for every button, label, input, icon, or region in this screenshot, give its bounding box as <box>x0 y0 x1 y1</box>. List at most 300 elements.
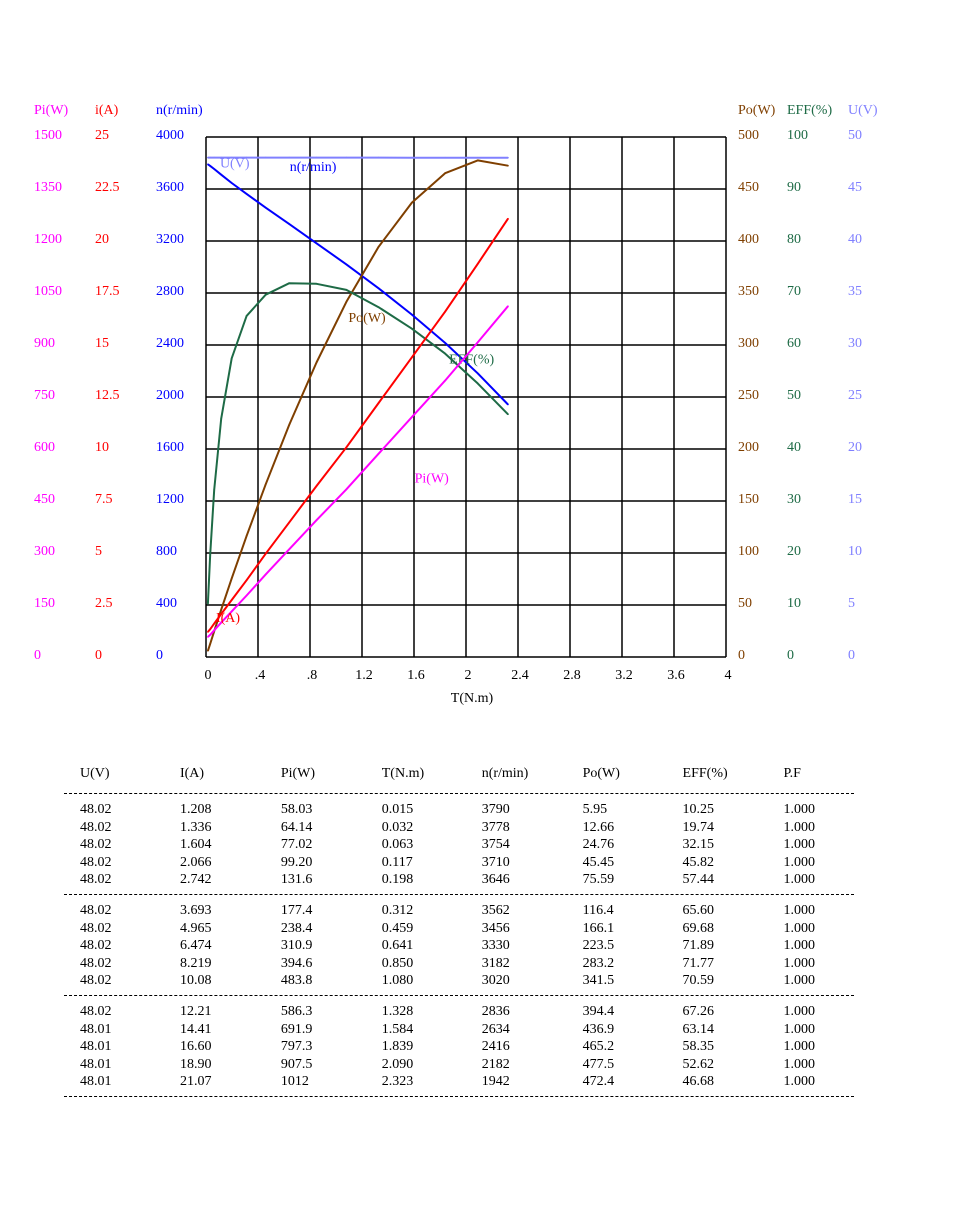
table-cell: 18.90 <box>179 1056 212 1072</box>
left-axis-tick-label: 7.5 <box>95 492 113 507</box>
right-axis-tick-label: 0 <box>848 648 855 663</box>
data-point <box>220 418 222 420</box>
left-axis-tick-label: 4000 <box>156 128 184 143</box>
table-cell: 70.59 <box>682 973 715 989</box>
data-point <box>207 603 209 605</box>
data-point <box>213 623 215 625</box>
data-point <box>289 157 291 159</box>
data-point <box>444 172 446 174</box>
data-point <box>346 489 348 491</box>
table-cell: 477.5 <box>582 1056 615 1072</box>
data-point <box>209 628 211 630</box>
left-axis-tick-label: 150 <box>34 596 55 611</box>
table-cell: 177.4 <box>280 902 313 918</box>
right-axis-tick-label: 350 <box>738 284 759 299</box>
right-axis-tick-label: 50 <box>848 128 862 143</box>
data-point <box>265 553 267 555</box>
right-axis-tick-label: 15 <box>848 492 862 507</box>
data-point <box>265 207 267 209</box>
data-point <box>411 328 413 330</box>
right-axis-tick-label: 40 <box>848 232 862 247</box>
column-header: T(N.m) <box>381 766 425 781</box>
table-header-row <box>64 760 854 788</box>
left-axis-tick-label: 450 <box>34 492 55 507</box>
table-cell: 3790 <box>481 802 510 817</box>
right-axis-tick-label: 70 <box>787 284 801 299</box>
left-axis-tick-label: 2.5 <box>95 596 113 611</box>
column-header: Po(W) <box>582 766 620 781</box>
table-cell: 48.02 <box>80 902 112 918</box>
data-point <box>444 380 446 382</box>
table-cell: 63.14 <box>682 1021 715 1037</box>
table-cell: 1.000 <box>783 819 815 835</box>
data-point <box>207 636 209 638</box>
table-cell: 32.15 <box>682 837 715 853</box>
data-point <box>444 157 446 159</box>
table-cell: 797.3 <box>280 1039 313 1055</box>
table-row-group <box>64 902 854 990</box>
data-point <box>246 535 248 537</box>
data-point <box>411 202 413 204</box>
data-point <box>378 453 380 455</box>
table-cell: 283.2 <box>582 955 615 971</box>
data-point <box>346 289 348 291</box>
table-cell: 907.5 <box>280 1056 313 1072</box>
data-point <box>246 579 248 581</box>
x-tick-label: 1.6 <box>407 668 425 683</box>
table-row <box>64 819 854 837</box>
table-cell: 3182 <box>481 955 510 971</box>
table-cell: 2.742 <box>179 872 212 888</box>
table-cell: 1.000 <box>783 973 815 989</box>
right-axis-tick-label: 0 <box>738 648 745 663</box>
left-axis-title: i(A) <box>95 103 119 118</box>
left-axis-tick-label: 1200 <box>156 492 184 507</box>
data-point <box>209 554 211 556</box>
right-axis-title: Po(W) <box>738 103 776 118</box>
right-axis-tick-label: 10 <box>848 544 862 559</box>
table-row-group <box>64 801 854 889</box>
right-axis-tick-label: 10 <box>787 596 801 611</box>
right-axis-tick-label: 500 <box>738 128 759 143</box>
data-point <box>246 595 248 597</box>
left-axis-title: n(r/min) <box>156 103 203 118</box>
right-axis-tick-label: 200 <box>738 440 759 455</box>
data-point <box>477 383 479 385</box>
right-axis-tick-label: 80 <box>787 232 801 247</box>
right-axis-tick-label: 45 <box>848 180 862 195</box>
table-cell: 1.080 <box>381 973 414 989</box>
table-cell: 341.5 <box>582 973 615 989</box>
data-point <box>207 650 209 652</box>
data-point <box>289 223 291 225</box>
chart-series <box>207 157 509 652</box>
data-point <box>444 342 446 344</box>
right-axis-tick-label: 20 <box>787 544 801 559</box>
table-cell: 3330 <box>481 938 510 954</box>
data-point <box>265 294 267 296</box>
column-header: EFF(%) <box>682 766 728 781</box>
table-cell: 48.02 <box>80 802 112 817</box>
table-cell: 1.000 <box>783 938 815 954</box>
table-cell: 310.9 <box>280 938 313 954</box>
table-cell: 77.02 <box>280 837 313 853</box>
column-header: Pi(W) <box>280 766 316 781</box>
table-cell: 2.090 <box>381 1056 414 1072</box>
table-row <box>64 955 854 973</box>
data-point <box>378 306 380 308</box>
left-axis-tick-label: 22.5 <box>95 180 120 195</box>
data-point <box>507 305 509 307</box>
left-axis-tick-label: 1050 <box>34 284 62 299</box>
table-cell: 45.82 <box>682 854 715 870</box>
data-point <box>316 283 318 285</box>
table-cell: 0.459 <box>381 920 414 936</box>
data-point <box>378 157 380 159</box>
table-row <box>64 937 854 955</box>
table-row <box>64 801 854 819</box>
table-cell: 1.000 <box>783 854 815 870</box>
table-cell: 10.08 <box>179 973 212 989</box>
right-axis-tick-label: 20 <box>848 440 862 455</box>
data-point <box>507 404 509 406</box>
left-axis-tick-label: 3200 <box>156 232 184 247</box>
series-label: EFF(%) <box>449 352 495 368</box>
data-point <box>346 447 348 449</box>
table-cell: 71.89 <box>682 938 715 954</box>
left-axis-tick-label: 2000 <box>156 388 184 403</box>
right-axis-tick-label: 250 <box>738 388 759 403</box>
data-point <box>207 164 209 166</box>
data-point <box>316 362 318 364</box>
data-point <box>265 574 267 576</box>
data-point <box>346 157 348 159</box>
table-cell: 1.584 <box>381 1021 414 1037</box>
data-point <box>209 643 211 645</box>
table-cell: 116.4 <box>582 902 614 918</box>
table-cell: 586.3 <box>280 1003 313 1019</box>
data-point <box>289 548 291 550</box>
right-axis-tick-label: 5 <box>848 596 855 611</box>
left-axis-tick-label: 10 <box>95 440 109 455</box>
table-row <box>64 1021 854 1039</box>
left-axis-tick-label: 15 <box>95 336 109 351</box>
left-axis-tick-label: 1200 <box>34 232 62 247</box>
table-cell: 64.14 <box>280 819 313 835</box>
table-cell: 48.02 <box>80 920 112 936</box>
table-cell: 3754 <box>481 837 510 853</box>
table-cell: 1.208 <box>179 802 212 817</box>
right-axis-title: EFF(%) <box>787 103 833 118</box>
series-label: I(A) <box>215 610 241 626</box>
table-cell: 1.336 <box>179 819 212 835</box>
right-axis-tick-label: 150 <box>738 492 759 507</box>
table-cell: 48.02 <box>80 1003 112 1019</box>
right-axis-tick-label: 50 <box>738 596 752 611</box>
data-point <box>316 519 318 521</box>
table-cell: 223.5 <box>582 938 615 954</box>
right-axis-tick-label: 100 <box>787 128 808 143</box>
table-cell: 12.21 <box>179 1003 212 1019</box>
data-point <box>316 243 318 245</box>
x-tick-label: 1.2 <box>355 668 373 683</box>
table-row <box>64 1003 854 1021</box>
data-point <box>289 282 291 284</box>
table-cell: 465.2 <box>582 1039 615 1055</box>
table-cell: 6.474 <box>179 938 212 954</box>
data-point <box>411 357 413 359</box>
table-cell: 71.77 <box>682 955 715 971</box>
left-axis-tick-label: 1600 <box>156 440 184 455</box>
series-label: Pi(W) <box>414 471 449 487</box>
table-cell: 0.015 <box>381 802 414 817</box>
table-cell: 4.965 <box>179 920 212 936</box>
table-row <box>64 836 854 854</box>
x-tick-label: 4 <box>724 668 732 683</box>
data-point <box>265 157 267 159</box>
table-cell: 67.26 <box>682 1003 715 1019</box>
table-cell: 1.000 <box>783 872 815 888</box>
table-cell: 10.25 <box>682 802 715 817</box>
table-cell: 69.68 <box>682 920 715 936</box>
table-cell: 1.328 <box>381 1003 414 1019</box>
table-cell: 1.604 <box>179 837 212 853</box>
x-tick-label: 2.8 <box>563 668 581 683</box>
data-point <box>209 165 211 167</box>
table-cell: 14.41 <box>179 1021 212 1037</box>
table-cell: 1.000 <box>783 1056 815 1072</box>
table-cell: 1.000 <box>783 1003 815 1019</box>
table-cell: 1.000 <box>783 1039 815 1055</box>
table-cell: 0.117 <box>381 854 413 870</box>
table-cell: 57.44 <box>682 872 715 888</box>
table-cell: 46.68 <box>682 1074 715 1090</box>
data-point <box>477 373 479 375</box>
data-point <box>246 193 248 195</box>
table-cell: 472.4 <box>582 1074 615 1090</box>
table-cell: 166.1 <box>582 920 615 936</box>
data-point <box>346 264 348 266</box>
data-point <box>444 311 446 313</box>
table-cell: 0.198 <box>381 872 414 888</box>
table-cell: 99.20 <box>280 854 313 870</box>
column-header: U(V) <box>80 766 110 781</box>
data-point <box>477 157 479 159</box>
x-tick-label: .4 <box>254 668 266 683</box>
table-cell: 19.74 <box>682 819 715 835</box>
table-row <box>64 902 854 920</box>
right-axis-tick-label: 300 <box>738 336 759 351</box>
table-row <box>64 1073 854 1091</box>
left-axis-tick-label: 3600 <box>156 180 184 195</box>
data-point <box>378 288 380 290</box>
table-cell: 58.35 <box>682 1039 715 1055</box>
table-cell: 48.01 <box>80 1056 112 1072</box>
table-cell: 1.000 <box>783 1074 815 1090</box>
table-cell: 3778 <box>481 819 510 835</box>
data-point <box>265 484 267 486</box>
table-cell: 48.02 <box>80 854 112 870</box>
table-cell: 3.693 <box>179 902 212 918</box>
left-axis-tick-label: 20 <box>95 232 109 247</box>
right-axis-tick-label: 30 <box>848 336 862 351</box>
x-tick-label: 3.6 <box>667 668 685 683</box>
table-cell: 2836 <box>481 1003 510 1019</box>
right-axis-title: U(V) <box>848 103 878 118</box>
table-cell: 48.02 <box>80 955 112 971</box>
table-row <box>64 1056 854 1074</box>
table-cell: 1.000 <box>783 902 815 918</box>
data-point <box>378 246 380 248</box>
table-cell: 48.01 <box>80 1021 112 1037</box>
right-axis-tick-label: 90 <box>787 180 801 195</box>
table-cell: 2.323 <box>381 1074 414 1090</box>
table-cell: 0.850 <box>381 955 414 971</box>
table-cell: 3646 <box>481 872 510 888</box>
table-body <box>64 801 854 1097</box>
data-point <box>316 157 318 159</box>
x-tick-label: .8 <box>306 668 318 683</box>
table-divider <box>64 793 854 794</box>
data-point <box>507 218 509 220</box>
left-axis-tick-label: 300 <box>34 544 55 559</box>
data-point <box>507 414 509 416</box>
data-point <box>213 168 215 170</box>
x-tick-label: 2 <box>464 668 472 683</box>
table-cell: 0.312 <box>381 902 414 918</box>
table-cell: 1012 <box>280 1074 309 1090</box>
left-axis-tick-label: 0 <box>95 648 102 663</box>
table-cell: 2416 <box>481 1039 510 1055</box>
data-point <box>231 578 233 580</box>
right-axis-tick-label: 400 <box>738 232 759 247</box>
data-point <box>507 157 509 159</box>
x-tick-label: 3.2 <box>615 668 633 683</box>
table-cell: 0.641 <box>381 938 414 954</box>
table-cell: 3710 <box>481 854 510 870</box>
data-point <box>477 160 479 162</box>
table-row <box>64 1038 854 1056</box>
data-point <box>289 424 291 426</box>
left-axis-tick-label: 750 <box>34 388 55 403</box>
data-point <box>213 489 215 491</box>
data-point <box>477 263 479 265</box>
table-cell: 3456 <box>481 920 510 936</box>
table-cell: 1.000 <box>783 1021 815 1037</box>
data-point <box>411 157 413 159</box>
table-cell: 2634 <box>481 1021 510 1037</box>
table-cell: 3562 <box>481 902 510 918</box>
table-cell: 483.8 <box>280 973 313 989</box>
table-cell: 48.02 <box>80 819 112 835</box>
table-cell: 48.02 <box>80 872 112 888</box>
table-cell: 75.59 <box>582 872 615 888</box>
chart-axes <box>34 103 878 683</box>
right-axis-tick-label: 35 <box>848 284 862 299</box>
data-point <box>289 522 291 524</box>
data-point <box>231 182 233 184</box>
column-header: P.F <box>783 766 801 781</box>
table-cell: 52.62 <box>682 1056 715 1072</box>
right-axis-tick-label: 30 <box>787 492 801 507</box>
table-row <box>64 871 854 889</box>
table-cell: 394.4 <box>582 1003 615 1019</box>
column-header: I(A) <box>179 766 205 781</box>
table-cell: 65.60 <box>682 902 715 918</box>
data-point <box>209 634 211 636</box>
table-cell: 1.000 <box>783 802 815 817</box>
table-cell: 5.95 <box>582 802 608 817</box>
right-axis-tick-label: 100 <box>738 544 759 559</box>
data-point <box>507 165 509 167</box>
table-cell: 1.000 <box>783 837 815 853</box>
data-point <box>316 485 318 487</box>
table-divider <box>64 1096 854 1097</box>
table-cell: 1.000 <box>783 920 815 936</box>
table-cell: 58.03 <box>280 802 313 817</box>
series-label: U(V) <box>219 156 250 172</box>
table-cell: 238.4 <box>280 920 313 936</box>
table-row-group <box>64 1003 854 1091</box>
left-axis-tick-label: 1350 <box>34 180 62 195</box>
table-cell: 8.219 <box>179 955 212 971</box>
table-cell: 24.76 <box>582 837 615 853</box>
data-point <box>411 416 413 418</box>
series-label: Po(W) <box>348 310 386 326</box>
data-point <box>213 157 215 159</box>
data-point <box>209 157 211 159</box>
data-point <box>411 314 413 316</box>
data-point <box>378 402 380 404</box>
left-axis-tick-label: 400 <box>156 596 177 611</box>
data-point <box>246 315 248 317</box>
data-point <box>220 174 222 176</box>
left-axis-tick-label: 0 <box>34 648 41 663</box>
right-axis-tick-label: 40 <box>787 440 801 455</box>
table-cell: 2182 <box>481 1056 510 1072</box>
data-point <box>231 599 233 601</box>
data-point <box>207 157 209 159</box>
left-axis-tick-label: 17.5 <box>95 284 120 299</box>
table-cell: 3020 <box>481 973 510 989</box>
left-axis-tick-label: 2800 <box>156 284 184 299</box>
performance-table <box>64 760 854 1104</box>
left-axis-tick-label: 900 <box>34 336 55 351</box>
data-point <box>346 301 348 303</box>
table-divider <box>64 894 854 895</box>
right-axis-tick-label: 25 <box>848 388 862 403</box>
table-cell: 48.01 <box>80 1074 112 1090</box>
column-header: n(r/min) <box>481 766 529 781</box>
table-cell: 48.01 <box>80 1039 112 1055</box>
table-cell: 1942 <box>481 1074 510 1090</box>
table-cell: 0.063 <box>381 837 414 853</box>
data-point <box>477 342 479 344</box>
table-cell: 48.02 <box>80 938 112 954</box>
x-tick-label: 0 <box>204 668 212 683</box>
series-line <box>208 283 508 604</box>
left-axis-tick-label: 0 <box>156 648 163 663</box>
table-cell: 45.45 <box>582 854 615 870</box>
table-cell: 21.07 <box>179 1074 212 1090</box>
table-cell: 16.60 <box>179 1039 212 1055</box>
left-axis-title: Pi(W) <box>34 103 69 118</box>
table-cell: 2.066 <box>179 854 212 870</box>
series-line <box>208 160 508 650</box>
table-cell: 436.9 <box>582 1021 615 1037</box>
x-tick-label: 2.4 <box>511 668 529 683</box>
left-axis-tick-label: 1500 <box>34 128 62 143</box>
